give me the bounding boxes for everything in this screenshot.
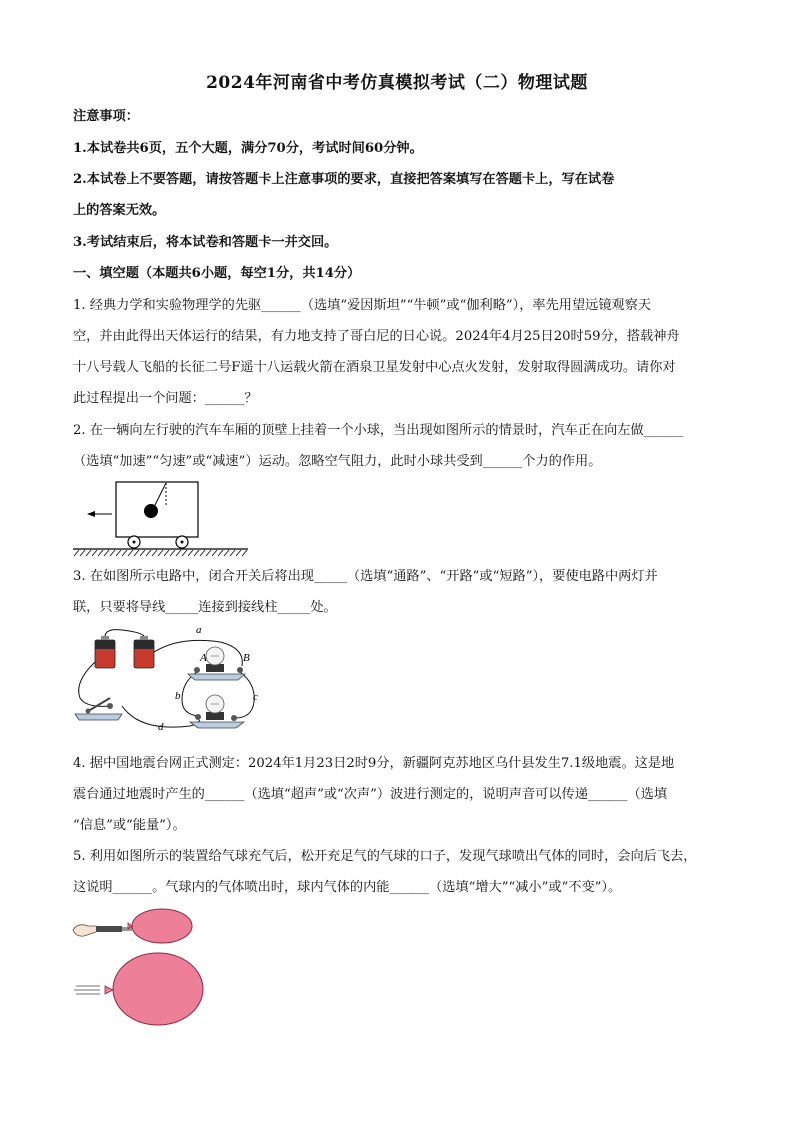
label-A: A <box>200 652 207 664</box>
notice-item-3: 3.考试结束后，将本试卷和答题卡一并交回。 <box>73 235 338 250</box>
q2-line-2: （选填“加速”“匀速”或“减速”）运动。忽略空气阻力，此时小球共受到______个力的作用。 <box>73 454 602 469</box>
notice-item-1: 1.本试卷共6页，五个大题，满分70分，考试时间60分钟。 <box>73 141 423 156</box>
q1-line-3: 十八号载人飞船的长征二号F遥十八运载火箭在酒泉卫星发射中心点火发射，发射取得圆满成功。请你对 <box>73 360 676 375</box>
page-title: 2024年河南省中考仿真模拟考试（二）物理试题 <box>206 73 588 93</box>
circuit-figure <box>70 622 270 740</box>
balloon-figure <box>70 904 210 1029</box>
label-B: B <box>243 652 250 664</box>
q3-line-1: 3. 在如图所示电路中，闭合开关后将出现_____（选填“通路”、“开路”或“短路”），要使电路中两灯并 <box>73 569 658 584</box>
q1-line-4: 此过程提出一个问题：______？ <box>73 391 258 406</box>
q5-line-2: 这说明______。气球内的气体喷出时，球内气体的内能______（选填“增大”“减小”或“不变”）。 <box>73 880 622 895</box>
q4-line-3: “信息”或“能量”）。 <box>73 818 186 833</box>
q3-line-2: 联，只要将导线_____连接到接线柱_____处。 <box>73 600 337 615</box>
switch <box>75 698 122 720</box>
label-a: a <box>196 624 202 636</box>
q4-line-1: 4. 据中国地震台网正式测定：2024年1月23日2时9分，新疆阿克苏地区乌什县发生7.1级地震。这是地 <box>73 756 675 771</box>
q5-line-1: 5. 利用如图所示的装置给气球充气后，松开充足气的气球的口子，发现气球喷出气体的同时，会向后飞去， <box>73 849 697 864</box>
air-jet-lines <box>74 986 100 994</box>
q4-line-2: 震台通过地震时产生的______（选填“超声”或“次声”）波进行测定的，说明声音可以传递______（选填 <box>73 787 668 802</box>
section-1-heading: 一、填空题（本题共6小题，每空1分，共14分） <box>73 266 361 281</box>
cart-figure <box>70 476 255 560</box>
hand-pump-icon <box>73 925 132 936</box>
battery-left <box>95 636 115 668</box>
bulb-bottom <box>190 695 244 728</box>
balloon-nozzle <box>105 986 113 994</box>
ground-hatching <box>74 550 247 556</box>
q1-line-2: 空，并由此得出天体运行的结果，有力地支持了哥白尼的日心说。2024年4月25日20时59分，搭载神舟 <box>73 329 680 344</box>
arrow-head-icon <box>87 511 95 517</box>
q2-line-1: 2. 在一辆向左行驶的汽车车厢的顶壁上挂着一个小球，当出现如图所示的情景时，汽车正在向左做______ <box>73 423 684 438</box>
label-d: d <box>158 721 164 733</box>
q1-line-1: 1. 经典力学和实验物理学的先驱______（选填“爱因斯坦”“牛顿”或“伽利略”），率先用望远镜观察天 <box>73 298 652 313</box>
notice-heading: 注意事项： <box>73 109 139 124</box>
large-balloon <box>113 953 203 1025</box>
bulb-top <box>188 647 245 680</box>
hanging-ball <box>144 504 158 518</box>
battery-right <box>134 636 154 668</box>
label-b: b <box>175 690 181 702</box>
label-c: c <box>253 691 258 703</box>
notice-item-2-line-2: 上的答案无效。 <box>73 203 166 218</box>
notice-item-2-line-1: 2.本试卷上不要答题，请按答题卡上注意事项的要求，直接把答案填写在答题卡上，写在试卷 <box>73 172 615 187</box>
small-balloon <box>132 909 192 943</box>
